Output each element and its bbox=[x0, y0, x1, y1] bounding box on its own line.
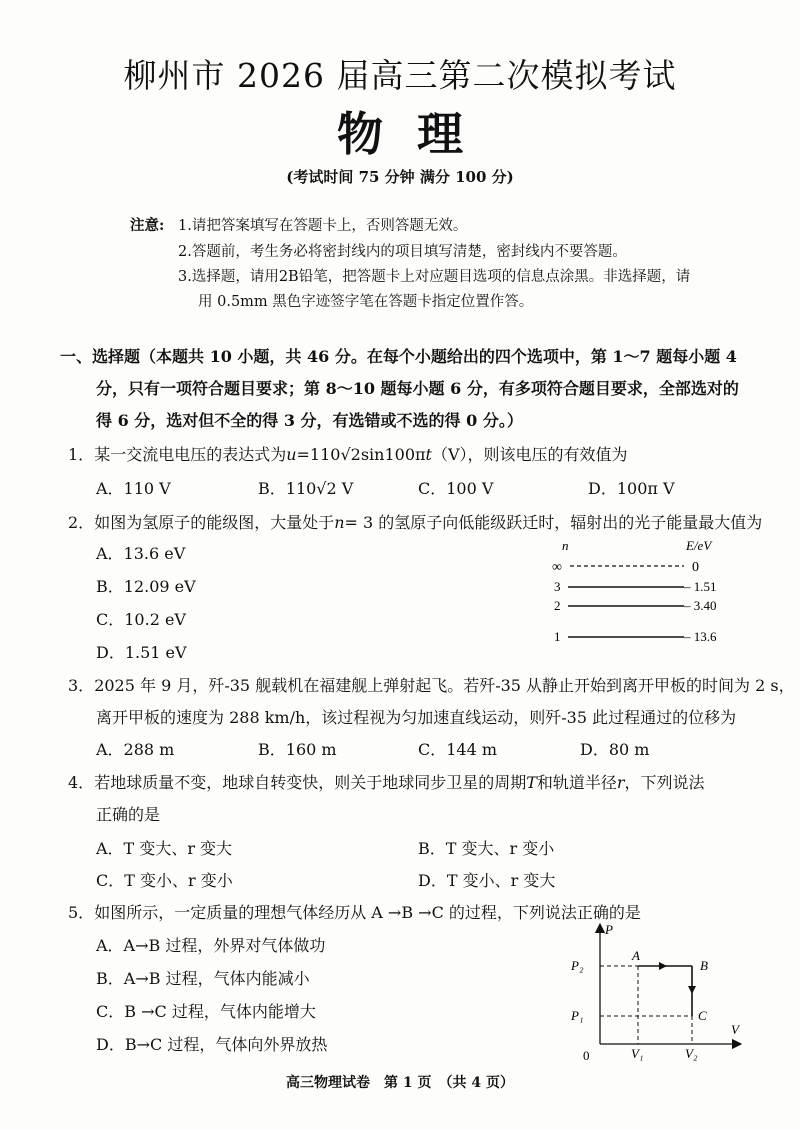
v1-label: V₁ bbox=[631, 1046, 644, 1061]
q2-stem: 2．如图为氢原子的能级图，大量处于n= 3 的氢原子向低能级跃迁时，辐射出的光子能量最大值为 bbox=[68, 513, 763, 532]
q1-option-b: B．110√2 V bbox=[258, 479, 354, 498]
q2-option-b: B．12.09 eV bbox=[96, 577, 196, 596]
point-b-label: B bbox=[700, 958, 708, 973]
section1-line-1: 一、选择题（本题共 10 小题，共 46 分。在每个小题给出的四个选项中，第 1～7 题每小题 4 bbox=[60, 347, 737, 366]
q5-option-c: C．B →C 过程，气体内能增大 bbox=[96, 1002, 316, 1021]
energy-level-diagram bbox=[550, 536, 750, 648]
q3-option-a: A．288 m bbox=[96, 740, 175, 759]
q5-option-a: A．A→B 过程，外界对气体做功 bbox=[96, 936, 326, 955]
q5-option-b: B．A→B 过程，气体内能减小 bbox=[96, 969, 310, 988]
q3-option-b: B．160 m bbox=[258, 740, 337, 759]
point-c-label: C bbox=[698, 1008, 707, 1023]
notice-item-3-cont: 用 0.5mm 黑色字迹签字笔在答题卡指定位置作答。 bbox=[198, 294, 534, 310]
q2-option-a: A．13.6 eV bbox=[96, 544, 186, 563]
exam-info: (考试时间 75 分钟 满分 100 分) bbox=[286, 168, 514, 186]
q4-option-a: A．T 变大、r 变大 bbox=[96, 839, 233, 858]
q4-stem-line-2: 正确的是 bbox=[96, 805, 161, 824]
level-3-e: – 1.51 bbox=[684, 579, 717, 594]
exam-title: 柳州市 2026 届高三第二次模拟考试 bbox=[123, 56, 677, 95]
section1-line-2: 分，只有一项符合题目要求；第 8～10 题每小题 6 分，有多项符合题目要求，全部选对的 bbox=[96, 379, 739, 398]
q2-option-d: D．1.51 eV bbox=[96, 643, 187, 662]
level-inf-e: 0 bbox=[692, 560, 699, 575]
level-2-e: – 3.40 bbox=[684, 598, 717, 613]
origin-label: 0 bbox=[583, 1048, 590, 1063]
q1-option-d: D．100π V bbox=[588, 479, 675, 498]
p-axis-label: P bbox=[605, 922, 613, 937]
section1-line-3: 得 6 分，选对但不全的得 3 分，有选错或不选的得 0 分。） bbox=[96, 411, 523, 430]
page-footer: 高三物理试卷 第 1 页 （共 4 页） bbox=[286, 1075, 514, 1091]
b-to-c-arrow bbox=[688, 986, 696, 994]
notice-item-1: 1.请把答案填写在答题卡上，否则答题无效。 bbox=[178, 218, 468, 234]
q5-option-d: D．B→C 过程，气体向外界放热 bbox=[96, 1035, 328, 1054]
q4-option-b: B．T 变大、r 变小 bbox=[418, 839, 555, 858]
q3-option-c: C．144 m bbox=[418, 740, 498, 759]
level-inf-n: ∞ bbox=[552, 560, 562, 575]
v-axis-label: V bbox=[731, 1022, 739, 1037]
v2-label: V₂ bbox=[685, 1046, 698, 1061]
q4-option-d: D．T 变小、r 变大 bbox=[418, 871, 556, 890]
level-1-e: – 13.6 bbox=[684, 629, 717, 644]
pv-graph bbox=[565, 922, 750, 1064]
notice-item-3: 3.选择题，请用2B铅笔，把答题卡上对应题目选项的信息点涂黑。非选择题，请 bbox=[178, 269, 691, 285]
a-to-b-arrow bbox=[659, 962, 667, 970]
p2-label: P₂ bbox=[571, 958, 584, 973]
q4-stem: 4．若地球质量不变，地球自转变快，则关于地球同步卫星的周期T和轨道半径r，下列说法 bbox=[68, 773, 705, 792]
q3-stem-line-1: 3．2025 年 9 月，歼-35 舰载机在福建舰上弹射起飞。若歼-35 从静止开始到离开甲板的时间为 2 s， bbox=[68, 676, 795, 695]
notice-item-2: 2.答题前，考生务必将密封线内的项目填写清楚，密封线内不要答题。 bbox=[178, 244, 627, 260]
p1-label: P₁ bbox=[571, 1008, 584, 1023]
q2-option-c: C．10.2 eV bbox=[96, 610, 186, 629]
e-axis-label: E/eV bbox=[686, 538, 712, 553]
q4-option-c: C．T 变小、r 变小 bbox=[96, 871, 233, 890]
q5-stem: 5．如图所示，一定质量的理想气体经历从 A →B →C 的过程，下列说法正确的是 bbox=[68, 903, 641, 922]
level-2-n: 2 bbox=[554, 598, 561, 613]
level-3-n: 3 bbox=[554, 579, 561, 594]
level-1-n: 1 bbox=[554, 629, 561, 644]
notice-label: 注意: bbox=[130, 217, 165, 234]
q3-stem-line-2: 离开甲板的速度为 288 km/h，该过程视为匀加速直线运动，则歼-35 此过程通过的位移为 bbox=[96, 708, 737, 727]
q3-option-d: D．80 m bbox=[580, 740, 650, 759]
q1-option-a: A．110 V bbox=[96, 479, 171, 498]
point-a-label: A bbox=[632, 948, 640, 963]
n-axis-label: n bbox=[562, 538, 569, 553]
subject-title: 物理 bbox=[337, 107, 497, 161]
q1-option-c: C．100 V bbox=[418, 479, 494, 498]
q1-stem: 1．某一交流电电压的表达式为u=110√2sin100πt（V），则该电压的有效值为 bbox=[68, 445, 628, 464]
